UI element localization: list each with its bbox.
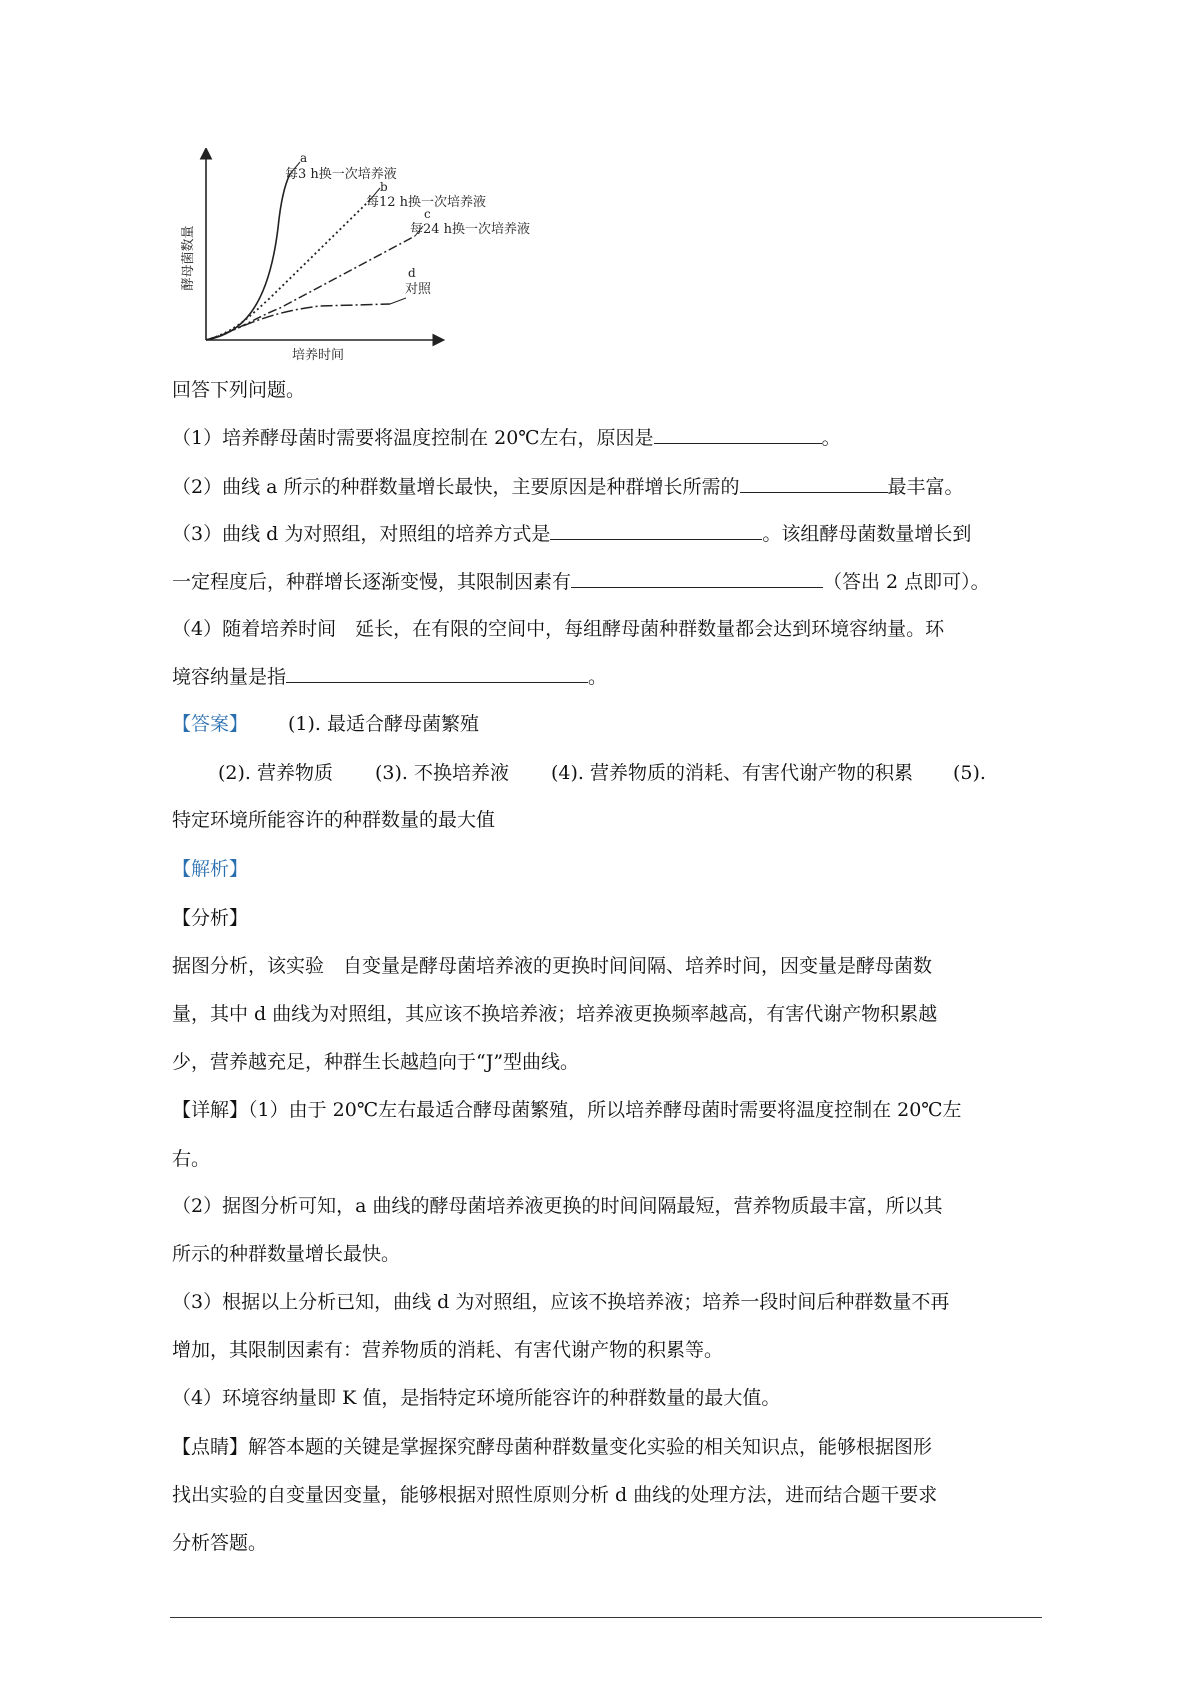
q4-blank[interactable] — [286, 664, 588, 683]
xiangjie-text-1: （1）由于 20℃左右最适合酵母菌繁殖，所以培养酵母菌时需要将温度控制在 20℃左 — [248, 1099, 962, 1121]
dianjing-tag: 【点睛】 — [172, 1436, 249, 1458]
answer-4: (4). 营养物质的消耗、有害代谢产物的积累 — [551, 762, 913, 784]
detail-2-line-2: 所示的种群数量增长最快。 — [172, 1243, 401, 1265]
curve-a-label: 每3 h换一次培养液 — [285, 167, 397, 182]
question-intro: 回答下列问题。 — [172, 379, 306, 401]
curve-b-label: 每12 h换一次培养液 — [366, 195, 487, 210]
fenxi-line-2: 量，其中 d 曲线为对照组，其应该不换培养液；培养液更换频率越高，有害代谢产物积累越 — [172, 1003, 938, 1025]
answer-3: (3). 不换培养液 — [375, 762, 509, 784]
q1-text: （1）培养酵母菌时需要将温度控制在 20℃左右，原因是 — [172, 427, 654, 449]
answer-5-text: 特定环境所能容许的种群数量的最大值 — [172, 809, 496, 831]
q2-text: （2）曲线 a 所示的种群数量增长最快，主要原因是种群增长所需的 — [172, 476, 740, 498]
curve-c-label: 每24 h换一次培养液 — [410, 222, 531, 237]
detail-4: （4）环境容纳量即 K 值，是指特定环境所能容许的种群数量的最大值。 — [172, 1387, 781, 1409]
question-4-line1: （4）随着培养时间 延长，在有限的空间中，每组酵母菌种群数量都会达到环境容纳量。环 — [172, 618, 945, 640]
question-3-line2 — [172, 569, 1042, 594]
detail-3-line-2: 增加，其限制因素有：营养物质的消耗、有害代谢产物的积累等。 — [172, 1339, 724, 1361]
curve-c — [206, 236, 415, 340]
curve-c-letter: c — [424, 207, 431, 221]
curve-a — [206, 174, 290, 340]
x-axis-label: 培养时间 — [292, 348, 345, 363]
q2-blank[interactable] — [740, 474, 888, 493]
answer-2: (2). 营养物质 — [218, 762, 333, 784]
y-axis-label: 酵母菌数量 — [181, 225, 196, 291]
answer-5-num: (5). — [953, 762, 986, 784]
curve-d-label: 对照 — [405, 282, 432, 297]
detail-3-line-1: （3）根据以上分析已知，曲线 d 为对照组，应该不换培养液；培养一段时间后种群数量不再 — [172, 1291, 950, 1313]
question-1 — [172, 425, 1042, 450]
question-3-line1 — [172, 521, 1042, 546]
dianjing-text-1: 解答本题的关键是掌握探究酵母菌种群数量变化实验的相关知识点，能够根据图形 — [248, 1436, 933, 1458]
q3-text: （3）曲线 d 为对照组，对照组的培养方式是 — [172, 523, 551, 545]
q3-end: （答出 2 点即可）。 — [823, 571, 990, 593]
curve-b-letter: b — [380, 180, 388, 194]
analysis-tag: 【解析】 — [172, 858, 249, 880]
q4-line2: 境容纳量是指 — [172, 666, 287, 688]
curve-b — [206, 200, 370, 340]
q3-blank-2[interactable] — [571, 569, 823, 588]
answer-1: (1). 最适合酵母菌繁殖 — [288, 713, 480, 735]
q1-end: 。 — [821, 427, 841, 449]
answer-line2 — [172, 761, 1042, 785]
curve-d — [206, 304, 390, 340]
curve-a-letter: a — [300, 151, 308, 165]
question-4-line2 — [172, 664, 1042, 689]
q2-end: 最丰富。 — [887, 476, 964, 498]
pointer-d — [390, 298, 406, 304]
figure-svg — [180, 148, 580, 363]
curve-d-letter: d — [408, 266, 416, 280]
q4-end: 。 — [588, 666, 608, 688]
detail-2-line-1: （2）据图分析可知，a 曲线的酵母菌培养液更换的时间间隔最短，营养物质最丰富，所以其 — [172, 1195, 943, 1217]
yeast-growth-figure — [180, 148, 580, 363]
xiangjie-line-2: 右。 — [172, 1148, 211, 1170]
dianjing-line-1 — [172, 1435, 1042, 1459]
fenxi-tag: 【分析】 — [172, 907, 249, 929]
answer-tag: 【答案】 — [172, 713, 249, 735]
footer-divider — [170, 1617, 1042, 1618]
fenxi-line-3: 少，营养越充足，种群生长越趋向于“J”型曲线。 — [172, 1051, 580, 1073]
q3-line2: 一定程度后，种群增长逐渐变慢，其限制因素有 — [172, 571, 572, 593]
xiangjie-tag: 【详解】 — [172, 1099, 249, 1121]
question-2 — [172, 474, 1042, 499]
dianjing-line-3: 分析答题。 — [172, 1532, 268, 1554]
q1-blank[interactable] — [654, 425, 822, 444]
q3-blank-1[interactable] — [550, 521, 762, 540]
answer-line1 — [172, 712, 1042, 736]
xiangjie-line-1 — [172, 1098, 1042, 1122]
fenxi-line-1: 据图分析，该实验 自变量是酵母菌培养液的更换时间间隔、培养时间，因变量是酵母菌数 — [172, 955, 933, 977]
q3-mid: 。该组酵母菌数量增长到 — [762, 523, 972, 545]
dianjing-line-2: 找出实验的自变量因变量，能够根据对照性原则分析 d 曲线的处理方法，进而结合题干要求 — [172, 1484, 938, 1506]
